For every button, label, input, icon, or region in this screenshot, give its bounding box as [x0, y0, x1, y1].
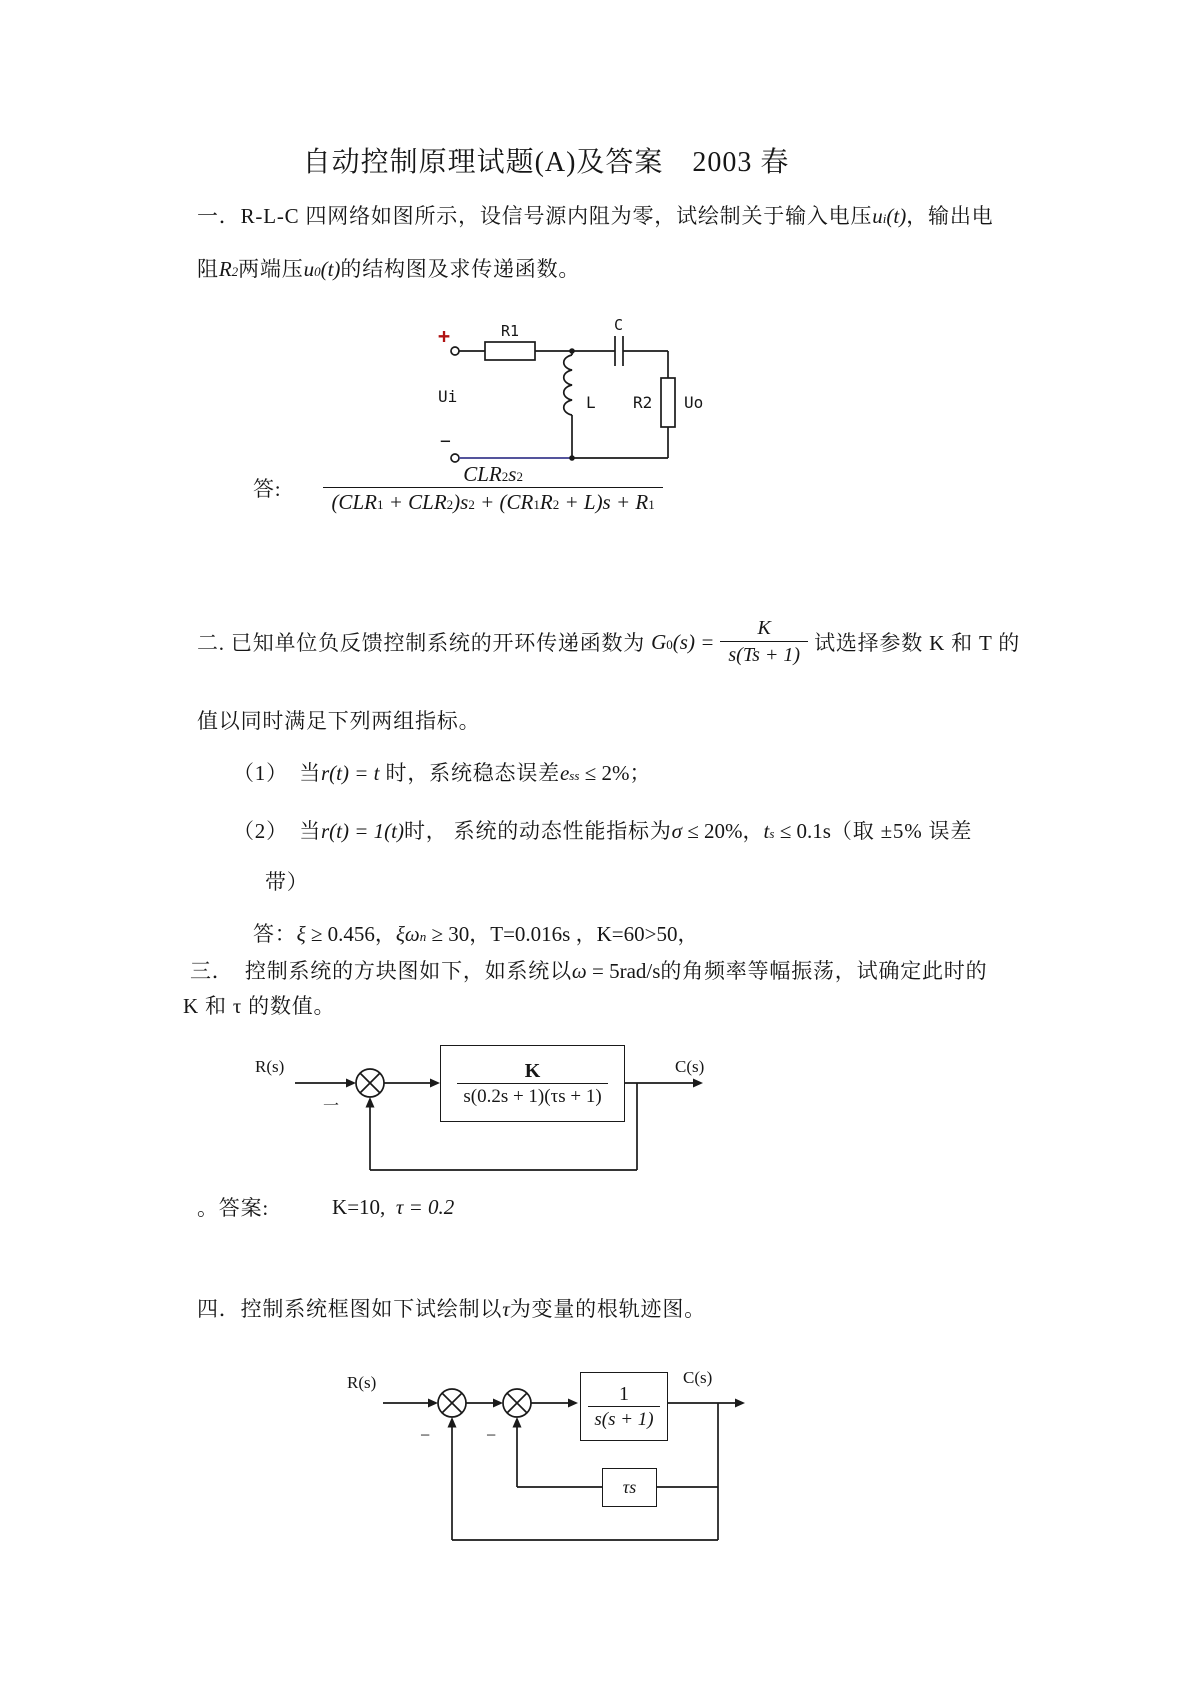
- answer-1-denominator: $(CLR_1 + CLR_2)s^2 + (CR_1R_2 + L)s + R_1$: [323, 487, 662, 514]
- q1-text-c: 阻: [197, 257, 219, 281]
- question-2-item-2-cont: 带）: [265, 870, 309, 894]
- r2-label: R2: [633, 393, 653, 412]
- math-ts: $t_s$: [763, 819, 775, 843]
- uo-label: Uo: [684, 393, 704, 412]
- math-xi: ξ: [296, 922, 306, 946]
- q4-plant-box: 1 s(s + 1): [580, 1372, 668, 1441]
- q2-text-b: 试选择参数 K 和 T 的: [814, 631, 1021, 655]
- question-1-line-1: [197, 200, 993, 230]
- l-label: L: [586, 393, 596, 412]
- answer-3-values: K=10, τ = 0.2: [332, 1194, 455, 1219]
- math-sigma: σ: [671, 819, 683, 843]
- answer-2: 答：ξ ≥ 0.456，$\xi\omega_n \ge 30$，T=0.016s ，K=60>50，: [253, 922, 699, 946]
- q1-text-e: 的结构图及求传递函数。: [340, 257, 581, 281]
- block-diagram-q3: [195, 1040, 755, 1180]
- q1-text-a: 一．R-L-C 四网络如图所示，设信号源内阻为零，试绘制关于输入电压: [197, 204, 873, 228]
- math-ess: $e_{ss}$: [559, 761, 580, 785]
- ui-label: Ui: [438, 387, 458, 406]
- math-xi-omega-n: $\xi\omega_n$: [395, 922, 427, 946]
- q3-input-label: R(s): [255, 1057, 285, 1076]
- math-rt-ramp: r(t) = t: [321, 761, 380, 785]
- q4-input-label: R(s): [347, 1373, 377, 1392]
- math-tau: τ: [502, 1297, 510, 1321]
- c-label: C: [614, 316, 624, 334]
- math-g0s: $G_0(s)$ =: [651, 629, 715, 654]
- q3-output-label: C(s): [675, 1057, 705, 1076]
- q1-text-b: ，输出电: [906, 204, 994, 228]
- question-4-line-1: 四．控制系统框图如下试绘制以τ为变量的根轨迹图。: [197, 1297, 706, 1321]
- q2-open-loop-fraction: $\frac{K}{s(Ts + 1)}$: [720, 617, 808, 667]
- q4-output-label: C(s): [683, 1368, 713, 1387]
- q2-text-a: 二. 已知单位负反馈控制系统的开环传递函数为: [197, 631, 646, 655]
- block-diagram-q4: [290, 1365, 760, 1550]
- rlc-circuit-figure: [430, 310, 720, 470]
- inductor-l-symbol: [564, 355, 572, 415]
- r1-label: R1: [501, 322, 520, 340]
- answer-1: [253, 462, 663, 514]
- q3-minus-sign: 一: [323, 1098, 340, 1115]
- math-omega: ω: [571, 959, 587, 983]
- page-title: 自动控制原理试题(A)及答案 2003 春: [302, 147, 790, 178]
- resistor-r1-symbol: [485, 342, 535, 360]
- math-rt-step: r(t) = 1(t): [321, 819, 404, 843]
- math-r2: $R_2$: [218, 257, 239, 281]
- resistor-r2-symbol: [661, 378, 675, 427]
- question-3-line-2: K 和 τ 的数值。: [183, 994, 336, 1018]
- answer-3: 。答案: K=10, τ = 0.2: [197, 1194, 455, 1220]
- answer-1-numerator: $CLR_2s^2$: [463, 462, 523, 486]
- question-1-line-2: [197, 253, 580, 283]
- input-terminal-top: [451, 347, 459, 355]
- math-u0: $u_0(t)$: [303, 257, 341, 281]
- q4-minus-sign-outer: −: [420, 1425, 431, 1445]
- answer-1-label: 答:: [253, 477, 282, 502]
- q4-feedback-box: τs: [602, 1468, 657, 1507]
- question-3-line-1: 三． 控制系统的方块图如下，如系统以ω = 5rad/s的角频率等幅振荡，试确定此时的: [190, 959, 988, 983]
- junction-top: [569, 348, 575, 354]
- question-2-line-2: 值以同时满足下列两组指标。: [197, 709, 481, 733]
- question-2-item-2: （2） 当r(t) = 1(t)时， 系统的动态性能指标为σ ≤ 20%，$t_s \le 0.1s$（取 ±5% 误差: [233, 819, 973, 843]
- question-2-line-1: [197, 617, 1020, 667]
- rlc-circuit-svg: [430, 310, 720, 470]
- junction-bottom: [569, 455, 575, 461]
- minus-terminal-label: −: [440, 431, 451, 452]
- plus-terminal-label: +: [438, 324, 451, 348]
- question-2-item-1: （1） 当r(t) = t 时，系统稳态误差$e_{ss} \le 2\%$；: [233, 761, 651, 785]
- math-ui: $u_i(t)$: [872, 204, 907, 228]
- q3-transfer-function-box: K s(0.2s + 1)(τs + 1): [440, 1045, 625, 1122]
- answer-1-fraction: [323, 462, 662, 514]
- input-terminal-bottom: [451, 454, 459, 462]
- q4-minus-sign-inner: −: [486, 1425, 497, 1445]
- q1-text-d: 两端压: [238, 257, 304, 281]
